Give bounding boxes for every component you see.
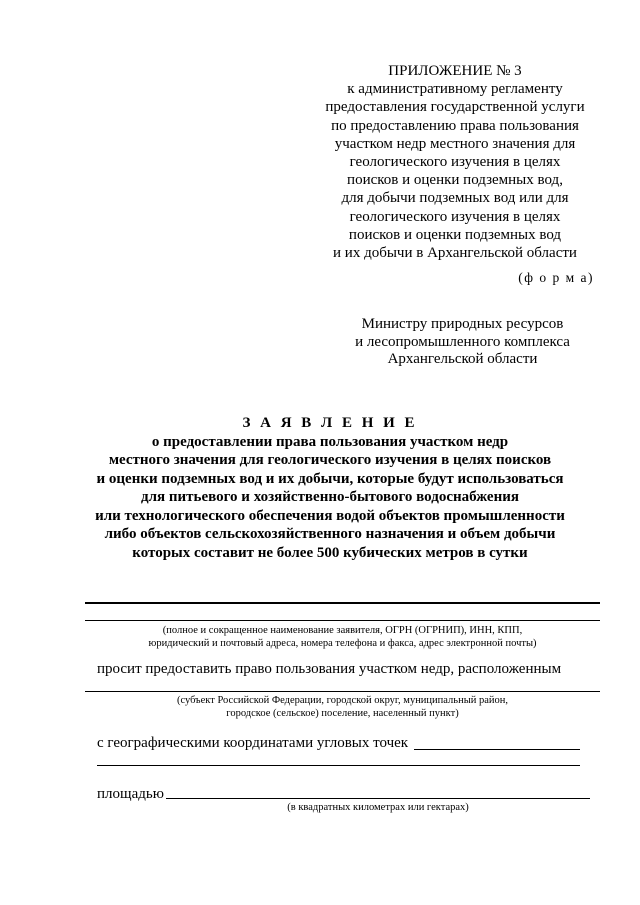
- appendix-line: геологического изучения в целях: [349, 208, 561, 225]
- title-line: или технологического обеспечения водой объектов промышленности: [95, 507, 565, 524]
- addressee-block: [340, 316, 585, 369]
- coordinates-fill-line-1[interactable]: [414, 749, 580, 750]
- caption-line: (субъект Российской Федерации, городской округ, муниципальный район,: [176, 695, 509, 706]
- title-line: которых составит не более 500 кубических метров в сутки: [132, 544, 528, 561]
- coordinates-fill-line-2[interactable]: [97, 765, 580, 766]
- appendix-line: для добычи подземных вод или для: [341, 190, 569, 207]
- addressee-line: Архангельской области: [387, 351, 538, 367]
- form-mark: (ф о р м а): [518, 270, 594, 285]
- appendix-title: ПРИЛОЖЕНИЕ № 3: [388, 63, 522, 79]
- title-line: и оценки подземных вод и их добычи, которые будут использоваться: [96, 470, 564, 487]
- title-heading: З А Я В Л Е Н И Е: [242, 415, 418, 431]
- appendix-line: предоставления государственной услуги: [325, 99, 585, 116]
- request-text: просит предоставить право пользования участком недр, расположенным: [97, 661, 562, 677]
- appendix-line: поисков и оценки подземных вод,: [347, 172, 563, 189]
- document-title: [40, 414, 620, 562]
- applicant-fill-line-2[interactable]: [85, 620, 600, 621]
- area-fill-line[interactable]: [166, 798, 590, 799]
- coordinates-label: с географическими координатами угловых точек: [97, 735, 409, 751]
- area-label: площадью: [97, 786, 164, 802]
- applicant-fill-line-1[interactable]: [85, 602, 600, 604]
- appendix-line: участком недр местного значения для: [334, 135, 576, 152]
- addressee-line: Министру природных ресурсов: [361, 316, 564, 332]
- title-line: либо объектов сельскохозяйственного назначения и объем добычи: [104, 526, 556, 542]
- appendix-line: поисков и оценки подземных вод: [348, 226, 562, 243]
- addressee-line: и лесопромышленного комплекса: [355, 333, 570, 350]
- appendix-line: к административному регламенту: [347, 81, 563, 98]
- caption-line: (полное и сокращенное наименование заявителя, ОГРН (ОГРНИП), ИНН, КПП,: [162, 625, 523, 636]
- location-caption: [85, 694, 600, 720]
- appendix-line: геологического изучения в целях: [349, 154, 561, 171]
- appendix-line: и их добычи в Архангельской области: [333, 245, 577, 262]
- area-caption: (в квадратных километрах или гектарах): [287, 802, 469, 813]
- appendix-header: [290, 62, 620, 262]
- caption-line: юридический и почтовый адреса, номера телефона и факса, адрес электронной почты): [148, 638, 537, 649]
- title-line: местного значения для геологического изучения в целях поисков: [108, 452, 552, 468]
- caption-line: городское (сельское) поселение, населенный пункт): [226, 708, 459, 719]
- title-line: для питьевого и хозяйственно-бытового водоснабжения: [141, 489, 519, 505]
- appendix-line: по предоставлению права пользования: [331, 117, 579, 134]
- location-fill-line[interactable]: [85, 691, 600, 692]
- applicant-caption: [85, 624, 600, 650]
- title-line: о предоставлении права пользования участком недр: [151, 433, 509, 450]
